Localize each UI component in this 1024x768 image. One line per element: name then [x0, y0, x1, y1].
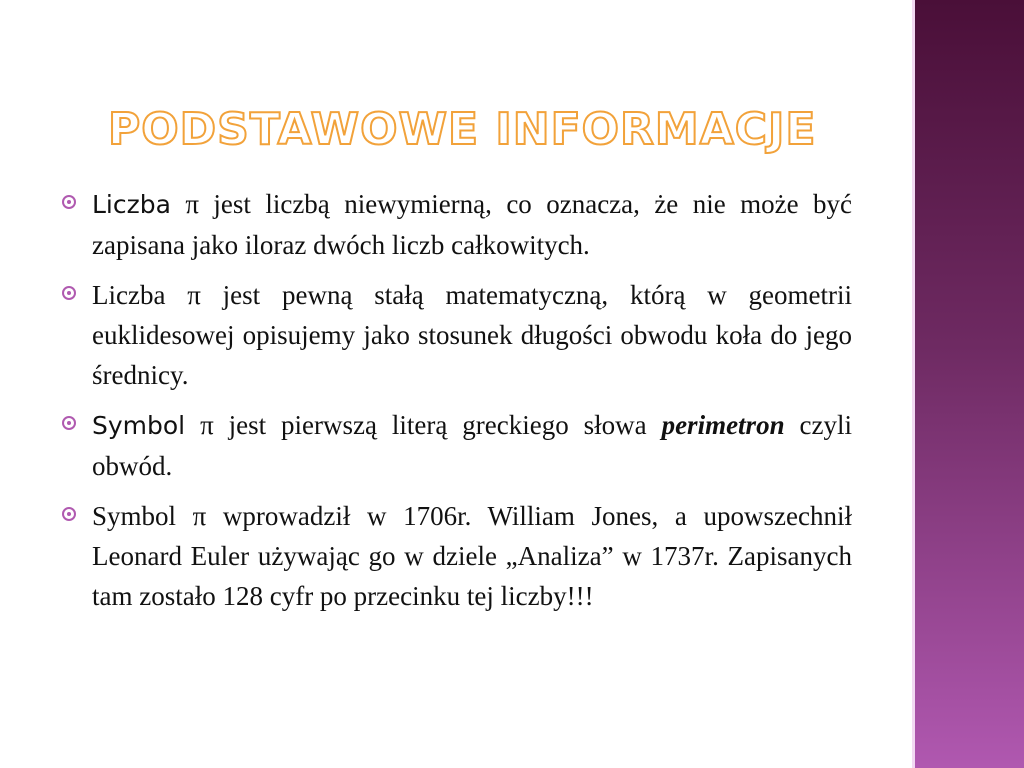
bullet-tail: czyli obwód.: [92, 410, 852, 481]
slide-title: PODSTAWOWE INFORMACJE: [108, 104, 817, 155]
bullet-circle-icon: [62, 195, 76, 209]
bullet-lead: Liczba: [92, 190, 171, 219]
bullet-list: [62, 184, 852, 626]
bullet-item: [62, 405, 852, 486]
bullet-circle-icon: [62, 286, 76, 300]
bullet-item: [62, 184, 852, 265]
bullet-lead: Symbol: [92, 411, 186, 440]
bullet-item: [62, 496, 852, 616]
bullet-text: Symbol π wprowadził w 1706r. William Jones, a upowszechnił Leonard Euler używając go w dziele „Analiza” w 1737r. Zapisanych tam zostało 128 cyfr po przecinku tej liczby!!!: [92, 501, 852, 611]
bullet-circle-icon: [62, 416, 76, 430]
decorative-side-band: [912, 0, 1024, 768]
bullet-circle-icon: [62, 507, 76, 521]
bullet-text: π jest pierwszą literą greckiego słowa: [185, 410, 662, 440]
bullet-emphasis: perimetron: [661, 410, 785, 440]
bullet-text: Liczba π jest pewną stałą matematyczną, którą w geometrii euklidesowej opisujemy jako stosunek długości obwodu koła do jego średnicy.: [92, 280, 852, 390]
bullet-item: [62, 275, 852, 395]
bullet-text: π jest liczbą niewymierną, co oznacza, że nie może być zapisana jako iloraz dwóch liczb całkowitych.: [92, 189, 852, 260]
